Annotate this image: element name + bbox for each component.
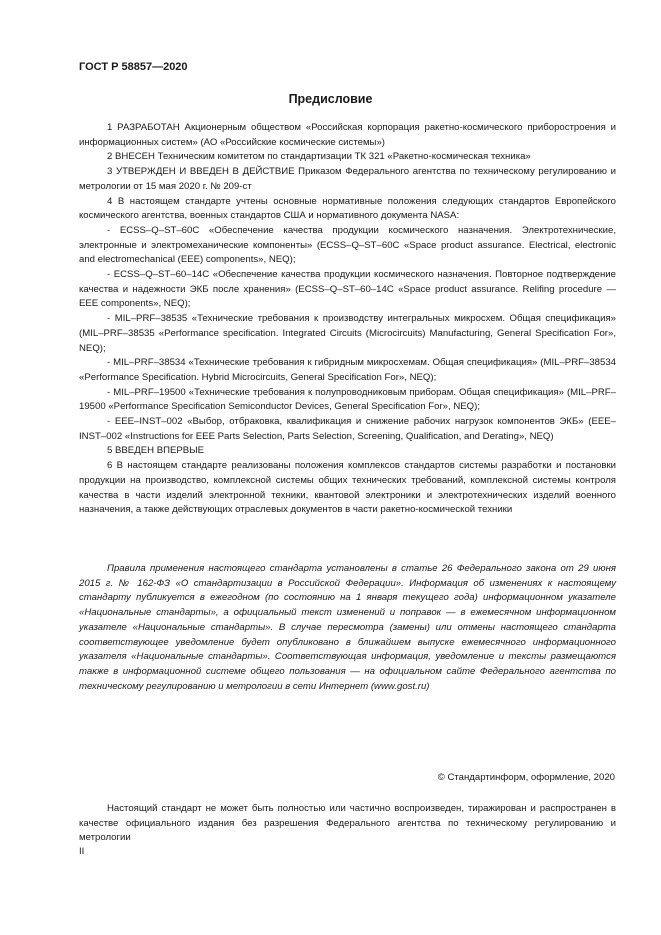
- copyright-line: © Стандартинформ, оформление, 2020: [437, 772, 615, 783]
- paragraph-first-introduced: 5 ВВЕДЕН ВПЕРВЫЕ: [107, 445, 205, 457]
- paragraph-standards-considered: 4 В настоящем стандарте учтены основные нормативные положения следующих стандартов Европейского космического агентства, военных стандартов США и нормативного документа NASA:: [79, 195, 616, 222]
- list-item-mil-38535: - MIL–PRF–38535 «Технические требования к производству интегральных микросхем. Общая спецификация» (MIL–PRF–38535 «Performance specification. Integrated Circuits (Microcircuits) Manufacturing, General Specification For», NEQ);: [79, 313, 616, 354]
- list-item-mil-38534: - MIL–PRF–38534 «Технические требования к гибридным микросхемам. Общая спецификация» (MIL–PRF–38534 «Performance Specification. Hybrid Microcircuits, General Specification For», NEQ);: [79, 357, 616, 383]
- page-title: Предисловие: [288, 92, 373, 106]
- list-item-ecss-60-14c: - ECSS–Q–ST–60–14C «Обеспечение качества продукции космического назначения. Повторное подтверждение качества и надежности ЭКБ после хранения» (ECSS–Q–ST–60–14C «Space product assurance. Relifing procedure — EEE components», NEQ);: [79, 269, 616, 310]
- list-item-eee-inst-002: - EEE–INST–002 «Выбор, отбраковка, квалификация и снижение рабочих нагрузок компонентов ЭКБ» (EEE–INST–002 «Instructions for EEE Parts Selection, Parts Selection, Screening, Qualification, and Derating», NEQ): [79, 416, 616, 442]
- paragraph-approved: 3 УТВЕРЖДЕН И ВВЕДЕН В ДЕЙСТВИЕ Приказом Федерального агентства по техническому регулированию и метрологии от 15 мая 2020 г. № 209-ст: [79, 166, 616, 192]
- paragraph-implemented: 6 В настоящем стандарте реализованы положения комплексов стандартов системы разработки и постановки продукции на производство, комплексной системы общих технических требований, комплексной системы контроля качества в части изделий электронной техники, квантовой электроники и электротехнических изделий военного назначения, а также действующих отраслевых документов в части ракетно-космической техники: [79, 460, 616, 516]
- list-item-ecss-60c: - ECSS–Q–ST–60C «Обеспечение качества продукции космического назначения. Электротехнические, электронные и электромеханические компоненты» (ECSS–Q–ST–60C «Space product assurance. Electrical, electronic and electromechanical (EEE) components», NEQ);: [79, 224, 616, 266]
- paragraph-developed: 1 РАЗРАБОТАН Акционерным обществом «Российская корпорация ракетно-космического приборостроения и информационных систем» (АО «Российские космические системы»): [79, 122, 616, 148]
- paragraph-introduced: 2 ВНЕСЕН Техническим комитетом по стандартизации ТК 321 «Ракетно-космическая техника»: [107, 151, 531, 163]
- application-rules-text: Правила применения настоящего стандарта установлены в статье 26 Федерального закона от 29 июня 2015 г. № 162-ФЗ «О стандартизации в Российской Федерации». Информация об изменениях к настоящему стандарту публикуется в ежегодном (по состоянию на 1 января текущего года) информационном указателе «Национальные стандарты», а официальный текст изменений и поправок — в ежемесячном информационном указателе «Национальные стандарты». В случае пересмотра (замены) или отмены настоящего стандарта соответствующее уведомление будет опубликовано в ближайшем выпуске ежемесячного информационного указателя «Национальные стандарты». Соответствующая информация, уведомление и тексты размещаются также в информационной системе общего пользования — на официальном сайте Федерального агентства по техническому регулированию и метрологии в сети Интернет (www.gost.ru): [79, 563, 616, 692]
- page-number: II: [79, 846, 85, 857]
- standard-id: ГОСТ Р 58857—2020: [79, 61, 188, 73]
- foreword-body: [79, 121, 616, 518]
- list-item-mil-19500: - MIL–PRF–19500 «Технические требования к полупроводниковым приборам. Общая спецификация» (MIL–PRF–19500 «Performance Specification Semiconductor Devices, General Specification For», NEQ);: [79, 386, 616, 413]
- reproduction-notice: Настоящий стандарт не может быть полностью или частично воспроизведен, тиражирован и распространен в качестве официального издания без разрешения Федерального агентства по техническому регулированию и метрологии: [79, 803, 616, 844]
